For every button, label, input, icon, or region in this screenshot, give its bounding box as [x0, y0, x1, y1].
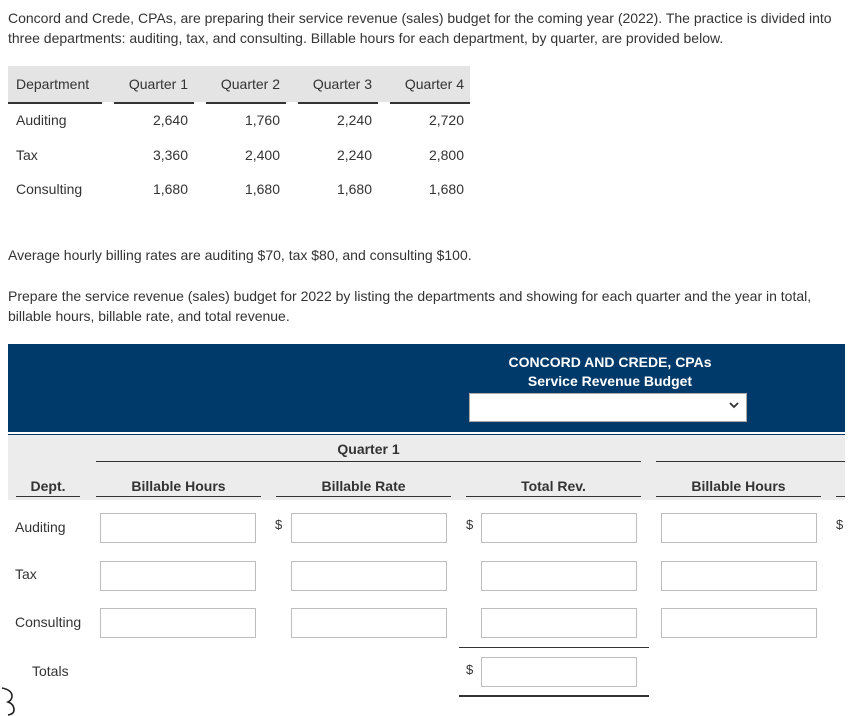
totals-top-rule [459, 647, 649, 648]
budget-row-label-tax: Tax [15, 566, 37, 582]
hours-cell: 2,720 [428, 112, 464, 128]
column-underline [466, 496, 641, 497]
period-select[interactable] [469, 393, 747, 422]
budget-heading [470, 353, 750, 391]
budget-row-label-auditing: Auditing [15, 519, 66, 535]
hours-cell: 3,360 [152, 147, 188, 163]
column-header-billable-hours-2: Billable Hours [691, 478, 786, 494]
billing-rates-text: Average hourly billing rates are auditing $70, tax $80, and consulting $100. [8, 247, 472, 263]
header-quarter-2: Quarter 2 [194, 66, 286, 102]
column-header-dept: Dept. [30, 478, 66, 494]
column-underline [276, 496, 451, 497]
dollar-sign: $ [836, 517, 844, 532]
dollar-sign: $ [466, 517, 474, 532]
budget-row-label-totals: Totals [32, 663, 69, 679]
quarter-underline [656, 461, 845, 462]
column-header-total-rev: Total Rev. [521, 478, 586, 494]
column-header-billable-rate: Billable Rate [321, 478, 406, 494]
company-name: CONCORD AND CREDE, CPAs [508, 354, 712, 370]
budget-title: Service Revenue Budget [527, 373, 693, 389]
tax-billable-rate-input[interactable] [291, 561, 447, 591]
column-underline [656, 496, 821, 497]
tax-billable-hours-input[interactable] [100, 561, 256, 591]
header-underline [206, 102, 286, 104]
intro-text: Concord and Crede, CPAs, are preparing their service revenue (sales) budget for the coming year (2022). The practice is divided into three departments: auditing, tax, and consulting. Billable hours for each department, by quarter, are provided below. [8, 10, 832, 46]
row-label-tax: Tax [16, 147, 38, 163]
consulting-billable-hours-2-input[interactable] [661, 608, 817, 638]
quarter-underline [96, 461, 641, 462]
consulting-billable-rate-input[interactable] [291, 608, 447, 638]
header-underline [114, 102, 194, 104]
hours-cell: 2,800 [428, 147, 464, 163]
hours-cell: 2,640 [152, 112, 188, 128]
chevron-down-icon [728, 399, 740, 411]
auditing-total-rev-input[interactable] [481, 513, 637, 543]
row-label-consulting: Consulting [16, 181, 83, 197]
budget-row-label-consulting: Consulting [15, 614, 82, 630]
header-underline [8, 102, 102, 104]
auditing-billable-rate-input[interactable] [291, 513, 447, 543]
consulting-billable-hours-input[interactable] [100, 608, 256, 638]
auditing-billable-hours-2-input[interactable] [661, 513, 817, 543]
hours-cell: 1,680 [428, 181, 464, 197]
column-header-billable-hours: Billable Hours [131, 478, 226, 494]
column-underline [836, 496, 845, 497]
hours-cell: 1,680 [152, 181, 188, 197]
column-underline [96, 496, 261, 497]
instructions-text: Prepare the service revenue (sales) budget for 2022 by listing the departments and showing for each quarter and the year in total, billable hours, billable rate, and total revenue. [8, 288, 812, 324]
header-quarter-4: Quarter 4 [378, 66, 470, 102]
header-underline [298, 102, 378, 104]
hours-cell: 1,680 [336, 181, 372, 197]
header-quarter-3: Quarter 3 [286, 66, 378, 102]
totals-total-rev-input[interactable] [481, 657, 637, 687]
header-department: Department [8, 66, 108, 102]
hours-cell: 2,240 [336, 112, 372, 128]
header-underline [390, 102, 470, 104]
hours-cell: 2,400 [244, 147, 280, 163]
hours-cell: 1,760 [244, 112, 280, 128]
dollar-sign: $ [466, 662, 474, 677]
hours-cell: 1,680 [244, 181, 280, 197]
dollar-sign: $ [275, 517, 283, 532]
hours-cell: 2,240 [336, 147, 372, 163]
tax-billable-hours-2-input[interactable] [661, 561, 817, 591]
consulting-total-rev-input[interactable] [481, 608, 637, 638]
column-underline [16, 496, 80, 497]
header-quarter-1: Quarter 1 [108, 66, 194, 102]
tax-total-rev-input[interactable] [481, 561, 637, 591]
quarter-label: Quarter 1 [337, 441, 400, 457]
row-label-auditing: Auditing [16, 112, 67, 128]
pointer-hand-icon [0, 686, 22, 716]
auditing-billable-hours-input[interactable] [100, 513, 256, 543]
totals-double-rule [459, 695, 649, 697]
